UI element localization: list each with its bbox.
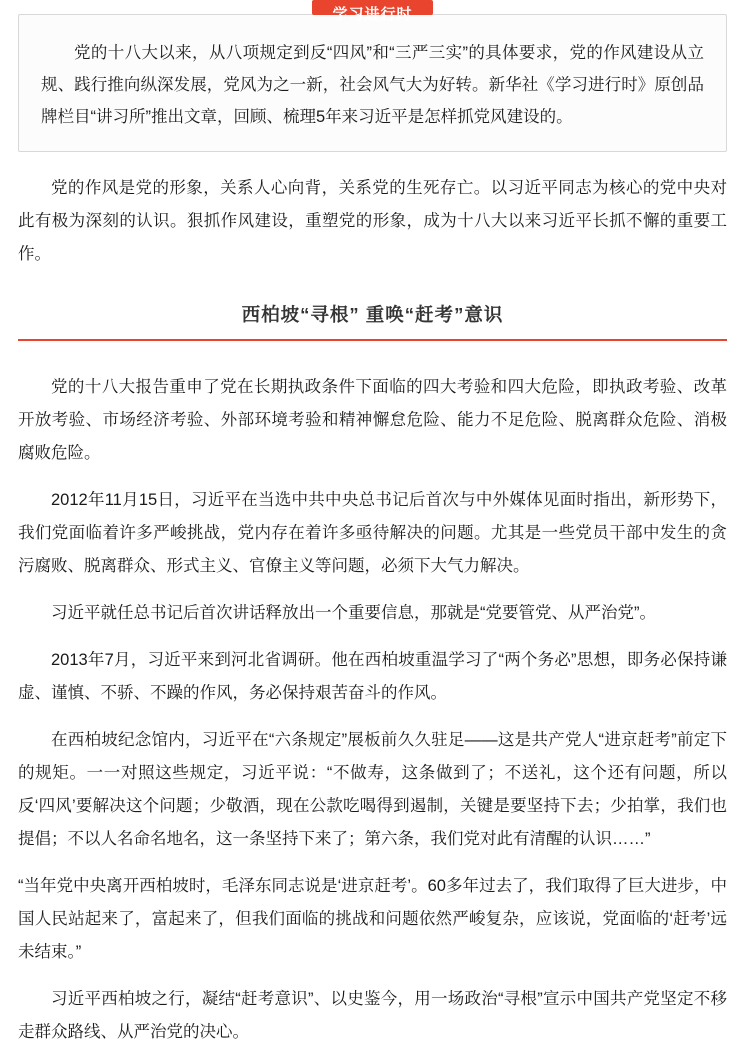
summary-text: 党的十八大以来，从八项规定到反“四风”和“三严三实”的具体要求，党的作风建设从立规、践行推向纵深发展，党风为之一新，社会风气大为好转。新华社《学习进行时》原创品牌栏目“讲习所”推出文章，回顾、梳理5年来习近平是怎样抓党风建设的。 [41,44,704,126]
body-paragraph: 习近平西柏坡之行，凝结“赶考意识”、以史鉴今，用一场政治“寻根”宣示中国共产党坚定不移走群众路线、从严治党的决心。 [18,990,727,1041]
summary-box [18,14,727,152]
body-section [18,351,727,1049]
intro-paragraph: 党的作风是党的形象，关系人心向背，关系党的生死存亡。以习近平同志为核心的党中央对此有极为深刻的认识。狠抓作风建设，重塑党的形象，成为十八大以来习近平长抓不懈的重要工作。 [18,179,727,263]
intro-section [18,152,727,271]
body-paragraph: “当年党中央离开西柏坡时，毛泽东同志说是‘进京赶考’。60多年过去了，我们取得了巨大进步，中国人民站起来了，富起来了，但我们面临的挑战和问题依然严峻复杂，应该说，党面临的‘赶考’远未结束。” [18,877,727,961]
section-title: 西柏坡“寻根” 重唤“赶考”意识 [241,304,504,325]
section-divider [18,339,727,341]
section-heading [18,301,727,341]
body-paragraph: 习近平就任总书记后首次讲话释放出一个重要信息，那就是“党要管党、从严治党”。 [51,604,656,622]
body-paragraph: 在西柏坡纪念馆内，习近平在“六条规定”展板前久久驻足——这是共产党人“进京赶考”前定下的规矩。一一对照这些规定，习近平说：“不做寿，这条做到了；不送礼，这个还有问题，所以反‘四风’要解决这个问题；少敬酒，现在公款吃喝得到遏制，关键是要坚持下去；少拍掌，我们也提倡；不以人名命名地名，这一条坚持下来了；第六条，我们党对此有清醒的认识……” [18,731,727,848]
article-page [0,6,745,1049]
body-paragraph: 党的十八大报告重申了党在长期执政条件下面临的四大考验和四大危险，即执政考验、改革开放考验、市场经济考验、外部环境考验和精神懈怠危险、能力不足危险、脱离群众危险、消极腐败危险。 [18,378,727,462]
body-paragraph: 2012年11月15日，习近平在当选中共中央总书记后首次与中外媒体见面时指出，新形势下，我们党面临着许多严峻挑战，党内存在着许多亟待解决的问题。尤其是一些党员干部中发生的贪污腐败、脱离群众、形式主义、官僚主义等问题，必须下大气力解决。 [18,491,727,575]
column-badge: 学习进行时 [312,0,432,15]
body-paragraph: 2013年7月，习近平来到河北省调研。他在西柏坡重温学习了“两个务必”思想，即务必保持谦虚、谨慎、不骄、不躁的作风，务必保持艰苦奋斗的作风。 [18,651,727,702]
summary-section [18,6,727,152]
